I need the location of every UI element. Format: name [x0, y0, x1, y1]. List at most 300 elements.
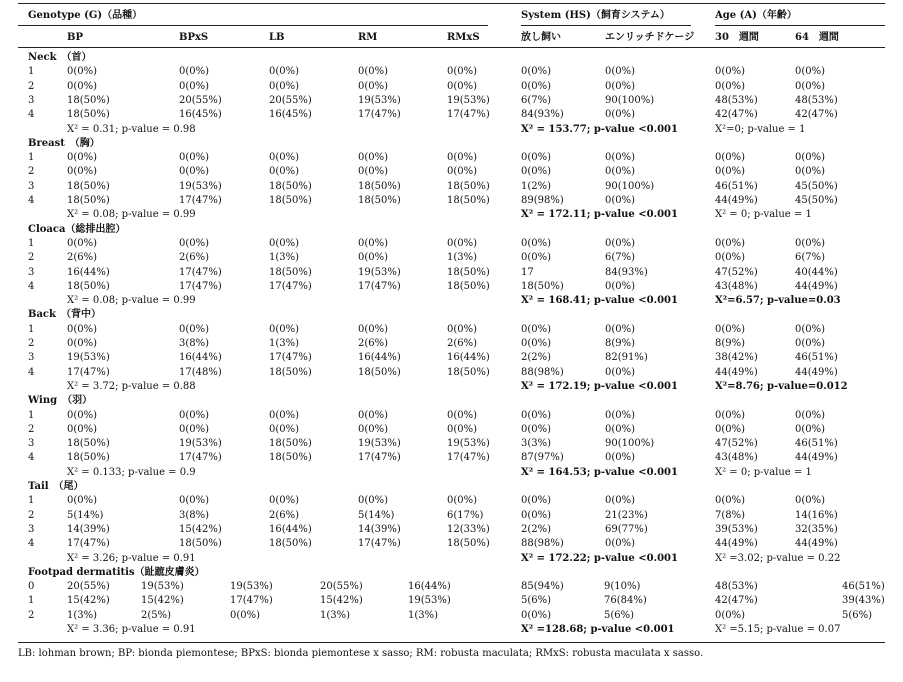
- table-cell: 0(0%): [795, 495, 826, 507]
- table-cell: 19(53%): [408, 595, 451, 607]
- table-cell: 0(0%): [447, 166, 478, 178]
- table-cell: 5(6%): [842, 609, 873, 621]
- section-title: Breast （胸）: [28, 137, 100, 149]
- chi-square-stat: X² = 153.77; p-value <0.001: [521, 123, 678, 135]
- table-cell: 2(2%): [521, 352, 552, 364]
- table-cell: 0(0%): [795, 237, 826, 249]
- table-cell: 8(9%): [715, 338, 746, 349]
- score-label: 1: [28, 595, 35, 607]
- table-cell: 18(50%): [269, 366, 312, 378]
- table-cell: 2(6%): [67, 252, 98, 264]
- table-cell: 17(47%): [358, 452, 401, 464]
- table-cell: 6(7%): [795, 252, 826, 264]
- table-cell: 0(0%): [521, 80, 552, 92]
- table-cell: 9(10%): [604, 581, 641, 593]
- score-label: 4: [28, 538, 35, 550]
- table-cell: 1(3%): [447, 252, 478, 264]
- chi-square-stat: X²=6.57; p-value=0.03: [715, 295, 841, 307]
- table-cell: 0(0%): [521, 166, 552, 178]
- table-cell: 43(48%): [715, 452, 758, 464]
- table-cell: 0(0%): [605, 152, 636, 164]
- table-cell: 0(0%): [521, 609, 552, 621]
- table-cell: 90(100%): [605, 180, 655, 192]
- table-cell: 0(0%): [521, 495, 552, 507]
- table-cell: 17(47%): [179, 266, 222, 278]
- table-cell: 48(53%): [715, 581, 758, 593]
- table-cell: 14(16%): [795, 509, 838, 521]
- table-cell: 84(93%): [521, 109, 564, 121]
- table-cell: 0(0%): [521, 409, 552, 421]
- table-cell: 17: [521, 266, 534, 278]
- table-cell: 18(50%): [447, 280, 490, 292]
- score-label: 3: [28, 438, 35, 450]
- table-cell: 45(50%): [795, 180, 838, 192]
- table-cell: 18(50%): [447, 538, 490, 550]
- table-cell: 69(77%): [605, 523, 648, 535]
- table-cell: 6(17%): [447, 509, 484, 521]
- table-cell: 18(50%): [67, 195, 110, 206]
- table-cell: 46(51%): [842, 581, 885, 593]
- table-cell: 3(3%): [521, 438, 552, 450]
- table-cell: 90(100%): [605, 438, 655, 450]
- table-cell: 0(0%): [269, 152, 300, 164]
- table-cell: 0(0%): [67, 66, 98, 78]
- table-cell: 19(53%): [179, 180, 222, 192]
- table-cell: 0(0%): [447, 495, 478, 507]
- table-cell: 90(100%): [605, 94, 655, 106]
- score-label: 2: [28, 80, 35, 92]
- table-cell: 18(50%): [67, 280, 110, 292]
- table-cell: 18(50%): [447, 366, 490, 378]
- table-cell: 0(0%): [67, 495, 98, 507]
- table-cell: 0(0%): [521, 152, 552, 164]
- table-cell: 0(0%): [67, 323, 98, 335]
- table-cell: 18(50%): [269, 180, 312, 192]
- table-cell: 0(0%): [521, 338, 552, 349]
- table-cell: 0(0%): [605, 423, 636, 435]
- table-cell: 0(0%): [269, 166, 300, 178]
- table-cell: 18(50%): [358, 195, 401, 206]
- table-cell: 0(0%): [521, 66, 552, 78]
- table-cell: 44(49%): [795, 538, 838, 550]
- score-label: 1: [28, 152, 35, 164]
- table-cell: 2(6%): [358, 338, 389, 349]
- age-group-rule: [715, 25, 885, 26]
- section-title: Back （背中）: [28, 309, 101, 321]
- score-label: 2: [28, 338, 35, 349]
- table-cell: 18(50%): [67, 94, 110, 106]
- genotype-group-rule: [18, 25, 488, 26]
- score-label: 4: [28, 280, 35, 292]
- table-cell: 0(0%): [67, 338, 98, 349]
- table-cell: 0(0%): [715, 66, 746, 78]
- table-cell: 44(49%): [795, 366, 838, 378]
- table-cell: 18(50%): [447, 180, 490, 192]
- table-cell: 19(53%): [358, 438, 401, 450]
- results-table: [18, 3, 885, 643]
- section-title: Tail （尾）: [28, 481, 84, 492]
- table-cell: 0(0%): [521, 509, 552, 521]
- score-label: 2: [28, 252, 35, 264]
- table-cell: 17(47%): [179, 195, 222, 206]
- score-label: 0: [28, 581, 35, 593]
- column-header: 放し飼い: [521, 32, 561, 43]
- score-label: 4: [28, 366, 35, 378]
- score-label: 1: [28, 323, 35, 335]
- table-cell: 84(93%): [605, 266, 648, 278]
- table-cell: 0(0%): [447, 409, 478, 421]
- table-cell: 0(0%): [715, 252, 746, 264]
- table-cell: 16(44%): [408, 581, 451, 593]
- chi-square-stat: X² = 172.22; p-value <0.001: [521, 552, 678, 564]
- table-cell: 16(45%): [269, 109, 312, 121]
- table-cell: 18(50%): [447, 195, 490, 206]
- table-cell: 16(44%): [358, 352, 401, 364]
- table-cell: 0(0%): [715, 152, 746, 164]
- table-cell: 0(0%): [179, 409, 210, 421]
- score-label: 2: [28, 423, 35, 435]
- score-label: 3: [28, 180, 35, 192]
- table-cell: 1(3%): [408, 609, 439, 621]
- table-cell: 17(47%): [230, 595, 273, 607]
- score-label: 1: [28, 237, 35, 249]
- table-cell: 18(50%): [358, 366, 401, 378]
- table-cell: 0(0%): [715, 237, 746, 249]
- table-cell: 0(0%): [269, 80, 300, 92]
- table-cell: 0(0%): [447, 80, 478, 92]
- table-cell: 0(0%): [521, 252, 552, 264]
- table-cell: 5(6%): [604, 609, 635, 621]
- table-cell: 87(97%): [521, 452, 564, 464]
- table-cell: 0(0%): [605, 237, 636, 249]
- age-group-header: Age (A)（年齢）: [715, 10, 797, 21]
- table-cell: 0(0%): [179, 166, 210, 178]
- score-label: 4: [28, 109, 35, 121]
- table-cell: 0(0%): [715, 495, 746, 507]
- table-cell: 20(55%): [320, 581, 363, 593]
- table-cell: 19(53%): [141, 581, 184, 593]
- score-label: 1: [28, 409, 35, 421]
- table-cell: 46(51%): [795, 352, 838, 364]
- table-cell: 0(0%): [269, 66, 300, 78]
- table-cell: 16(44%): [179, 352, 222, 364]
- table-cell: 7(8%): [715, 509, 746, 521]
- table-cell: 2(6%): [179, 252, 210, 264]
- table-cell: 18(50%): [521, 280, 564, 292]
- table-cell: 42(47%): [795, 109, 838, 121]
- table-cell: 17(47%): [358, 280, 401, 292]
- table-cell: 0(0%): [715, 609, 746, 621]
- table-cell: 6(7%): [521, 94, 552, 106]
- table-cell: 1(2%): [521, 180, 552, 192]
- table-cell: 0(0%): [269, 323, 300, 335]
- table-cell: 18(50%): [179, 538, 222, 550]
- table-cell: 0(0%): [605, 366, 636, 378]
- table-cell: 17(47%): [269, 280, 312, 292]
- table-cell: 3(8%): [179, 509, 210, 521]
- table-cell: 6(7%): [605, 252, 636, 264]
- table-cell: 88(98%): [521, 538, 564, 550]
- score-label: 4: [28, 452, 35, 464]
- table-cell: 32(35%): [795, 523, 838, 535]
- table-cell: 0(0%): [795, 166, 826, 178]
- table-cell: 19(53%): [447, 94, 490, 106]
- chi-square-stat: X² = 0.133; p-value = 0.9: [67, 466, 196, 478]
- table-cell: 0(0%): [521, 423, 552, 435]
- table-cell: 0(0%): [795, 338, 826, 349]
- table-cell: 17(47%): [358, 109, 401, 121]
- table-cell: 19(53%): [230, 581, 273, 593]
- table-cell: 14(39%): [358, 523, 401, 535]
- table-cell: 44(49%): [715, 195, 758, 206]
- table-cell: 2(6%): [269, 509, 300, 521]
- table-cell: 0(0%): [715, 423, 746, 435]
- chi-square-stat: X² = 0; p-value = 1: [715, 466, 812, 478]
- section-title: Cloaca（総排出腔）: [28, 223, 126, 235]
- table-cell: 0(0%): [179, 152, 210, 164]
- table-cell: 47(52%): [715, 438, 758, 450]
- chi-square-stat: X² = 164.53; p-value <0.001: [521, 466, 678, 478]
- column-header: RMxS: [447, 32, 480, 43]
- table-cell: 76(84%): [604, 595, 647, 607]
- table-cell: 0(0%): [447, 237, 478, 249]
- table-cell: 0(0%): [715, 166, 746, 178]
- column-header: RM: [358, 32, 378, 43]
- table-cell: 48(53%): [715, 94, 758, 106]
- table-cell: 39(43%): [842, 595, 885, 607]
- table-cell: 43(48%): [715, 280, 758, 292]
- table-cell: 0(0%): [67, 152, 98, 164]
- score-label: 4: [28, 195, 35, 206]
- table-cell: 0(0%): [447, 66, 478, 78]
- table-cell: 17(48%): [179, 366, 222, 378]
- table-cell: 21(23%): [605, 509, 648, 521]
- table-cell: 0(0%): [179, 495, 210, 507]
- table-cell: 15(42%): [67, 595, 110, 607]
- score-label: 1: [28, 66, 35, 78]
- table-cell: 0(0%): [715, 323, 746, 335]
- chi-square-stat: X²=8.76; p-value=0.012: [715, 380, 848, 392]
- table-cell: 2(5%): [141, 609, 172, 621]
- table-cell: 42(47%): [715, 109, 758, 121]
- table-cell: 89(98%): [521, 195, 564, 206]
- table-cell: 18(50%): [447, 266, 490, 278]
- table-cell: 18(50%): [67, 438, 110, 450]
- table-cell: 15(42%): [141, 595, 184, 607]
- table-cell: 0(0%): [605, 166, 636, 178]
- genotype-group-header: Genotype (G)（品種）: [28, 10, 143, 21]
- system-group-rule: [521, 25, 691, 26]
- table-cell: 5(14%): [67, 509, 104, 521]
- table-cell: 0(0%): [605, 66, 636, 78]
- chi-square-stat: X² = 3.36; p-value = 0.91: [67, 624, 196, 635]
- table-cell: 16(44%): [269, 523, 312, 535]
- table-cell: 1(3%): [67, 609, 98, 621]
- table-cell: 48(53%): [795, 94, 838, 106]
- table-cell: 17(47%): [179, 280, 222, 292]
- table-cell: 0(0%): [179, 66, 210, 78]
- table-cell: 19(53%): [358, 266, 401, 278]
- table-cell: 0(0%): [447, 423, 478, 435]
- column-header: 64 週間: [795, 32, 839, 43]
- table-cell: 0(0%): [605, 538, 636, 550]
- chi-square-stat: X² = 0; p-value = 1: [715, 209, 812, 221]
- table-cell: 0(0%): [521, 323, 552, 335]
- top-rule: [18, 3, 885, 4]
- chi-square-stat: X² = 168.41; p-value <0.001: [521, 295, 678, 307]
- table-cell: 16(44%): [67, 266, 110, 278]
- table-cell: 0(0%): [358, 252, 389, 264]
- table-cell: 18(50%): [67, 109, 110, 121]
- table-cell: 16(45%): [179, 109, 222, 121]
- table-cell: 0(0%): [358, 237, 389, 249]
- table-cell: 0(0%): [447, 323, 478, 335]
- column-header: 30 週間: [715, 32, 759, 43]
- table-cell: 46(51%): [715, 180, 758, 192]
- chi-square-stat: X² = 0.08; p-value = 0.99: [67, 295, 196, 307]
- chi-square-stat: X² =5.15; p-value = 0.07: [715, 624, 841, 635]
- table-cell: 1(3%): [320, 609, 351, 621]
- chi-square-stat: X²=0; p-value = 1: [715, 123, 806, 135]
- table-cell: 0(0%): [269, 237, 300, 249]
- score-label: 2: [28, 509, 35, 521]
- table-cell: 82(91%): [605, 352, 648, 364]
- table-cell: 39(53%): [715, 523, 758, 535]
- table-cell: 18(50%): [269, 438, 312, 450]
- table-cell: 0(0%): [67, 423, 98, 435]
- table-cell: 0(0%): [521, 237, 552, 249]
- table-cell: 0(0%): [795, 152, 826, 164]
- table-cell: 19(53%): [358, 94, 401, 106]
- table-cell: 18(50%): [67, 452, 110, 464]
- column-header: BPxS: [179, 32, 209, 43]
- table-cell: 0(0%): [605, 109, 636, 121]
- table-cell: 15(42%): [179, 523, 222, 535]
- chi-square-stat: X² = 172.19; p-value <0.001: [521, 380, 678, 392]
- table-cell: 88(98%): [521, 366, 564, 378]
- chi-square-stat: X² = 0.31; p-value = 0.98: [67, 123, 196, 135]
- table-cell: 0(0%): [605, 280, 636, 292]
- chi-square-stat: X² = 3.26; p-value = 0.91: [67, 552, 196, 564]
- table-cell: 44(49%): [795, 280, 838, 292]
- table-cell: 18(50%): [269, 538, 312, 550]
- table-cell: 0(0%): [269, 423, 300, 435]
- table-cell: 44(49%): [715, 538, 758, 550]
- table-cell: 5(6%): [521, 595, 552, 607]
- table-cell: 8(9%): [605, 338, 636, 349]
- table-cell: 0(0%): [358, 80, 389, 92]
- score-label: 2: [28, 609, 35, 621]
- chi-square-stat: X² = 0.08; p-value = 0.99: [67, 209, 196, 221]
- bottom-rule: [18, 642, 885, 643]
- table-cell: 20(55%): [67, 581, 110, 593]
- table-cell: 0(0%): [795, 423, 826, 435]
- table-cell: 1(3%): [269, 252, 300, 264]
- section-title: Footpad dermatitis（趾蹠皮膚炎）: [28, 566, 205, 578]
- column-header: エンリッチドケージ: [605, 32, 695, 43]
- score-label: 3: [28, 523, 35, 535]
- table-cell: 19(53%): [447, 438, 490, 450]
- table-cell: 0(0%): [605, 452, 636, 464]
- table-cell: 0(0%): [795, 80, 826, 92]
- table-cell: 0(0%): [67, 237, 98, 249]
- table-cell: 0(0%): [179, 423, 210, 435]
- table-cell: 0(0%): [358, 495, 389, 507]
- table-cell: 0(0%): [358, 152, 389, 164]
- section-title: Neck （首）: [28, 52, 92, 63]
- table-cell: 0(0%): [715, 409, 746, 421]
- table-cell: 0(0%): [447, 152, 478, 164]
- table-cell: 0(0%): [605, 195, 636, 206]
- score-label: 3: [28, 352, 35, 364]
- table-cell: 0(0%): [179, 237, 210, 249]
- table-cell: 0(0%): [715, 80, 746, 92]
- table-cell: 0(0%): [358, 409, 389, 421]
- table-cell: 44(49%): [715, 366, 758, 378]
- score-label: 1: [28, 495, 35, 507]
- table-cell: 0(0%): [795, 409, 826, 421]
- table-cell: 42(47%): [715, 595, 758, 607]
- table-cell: 0(0%): [358, 423, 389, 435]
- score-label: 3: [28, 266, 35, 278]
- table-cell: 2(2%): [521, 523, 552, 535]
- table-cell: 0(0%): [67, 80, 98, 92]
- table-cell: 0(0%): [605, 495, 636, 507]
- column-header: LB: [269, 32, 285, 43]
- table-cell: 0(0%): [67, 409, 98, 421]
- section-title: Wing （羽）: [28, 395, 93, 407]
- table-cell: 0(0%): [67, 166, 98, 178]
- table-cell: 0(0%): [269, 495, 300, 507]
- table-cell: 0(0%): [605, 323, 636, 335]
- table-cell: 18(50%): [67, 180, 110, 192]
- table-cell: 5(14%): [358, 509, 395, 521]
- table-cell: 40(44%): [795, 266, 838, 278]
- table-cell: 17(47%): [67, 538, 110, 550]
- table-cell: 44(49%): [795, 452, 838, 464]
- table-cell: 85(94%): [521, 581, 564, 593]
- table-cell: 0(0%): [605, 409, 636, 421]
- table-cell: 0(0%): [179, 80, 210, 92]
- column-header: BP: [67, 32, 83, 43]
- table-cell: 17(47%): [447, 109, 490, 121]
- score-label: 3: [28, 94, 35, 106]
- table-cell: 47(52%): [715, 266, 758, 278]
- table-cell: 12(33%): [447, 523, 490, 535]
- table-cell: 0(0%): [795, 323, 826, 335]
- table-cell: 17(47%): [179, 452, 222, 464]
- table-cell: 18(50%): [358, 180, 401, 192]
- table-cell: 38(42%): [715, 352, 758, 364]
- chi-square-stat: X² =3.02; p-value = 0.22: [715, 552, 841, 564]
- table-cell: 17(47%): [67, 366, 110, 378]
- table-cell: 19(53%): [67, 352, 110, 364]
- table-cell: 1(3%): [269, 338, 300, 349]
- header-rule: [18, 47, 885, 48]
- table-cell: 0(0%): [605, 80, 636, 92]
- table-cell: 17(47%): [447, 452, 490, 464]
- table-cell: 19(53%): [179, 438, 222, 450]
- table-cell: 20(55%): [269, 94, 312, 106]
- table-cell: 14(39%): [67, 523, 110, 535]
- footnote: LB: lohman brown; BP: bionda piemontese; BPxS: bionda piemontese x sasso; RM: robusta maculata; RMxS: robusta maculata x sasso.: [18, 648, 704, 659]
- table-cell: 0(0%): [795, 66, 826, 78]
- table-cell: 18(50%): [269, 266, 312, 278]
- chi-square-stat: X² = 3.72; p-value = 0.88: [67, 380, 196, 392]
- table-cell: 17(47%): [269, 352, 312, 364]
- table-cell: 17(47%): [358, 538, 401, 550]
- chi-square-stat: X² = 172.11; p-value <0.001: [521, 209, 678, 221]
